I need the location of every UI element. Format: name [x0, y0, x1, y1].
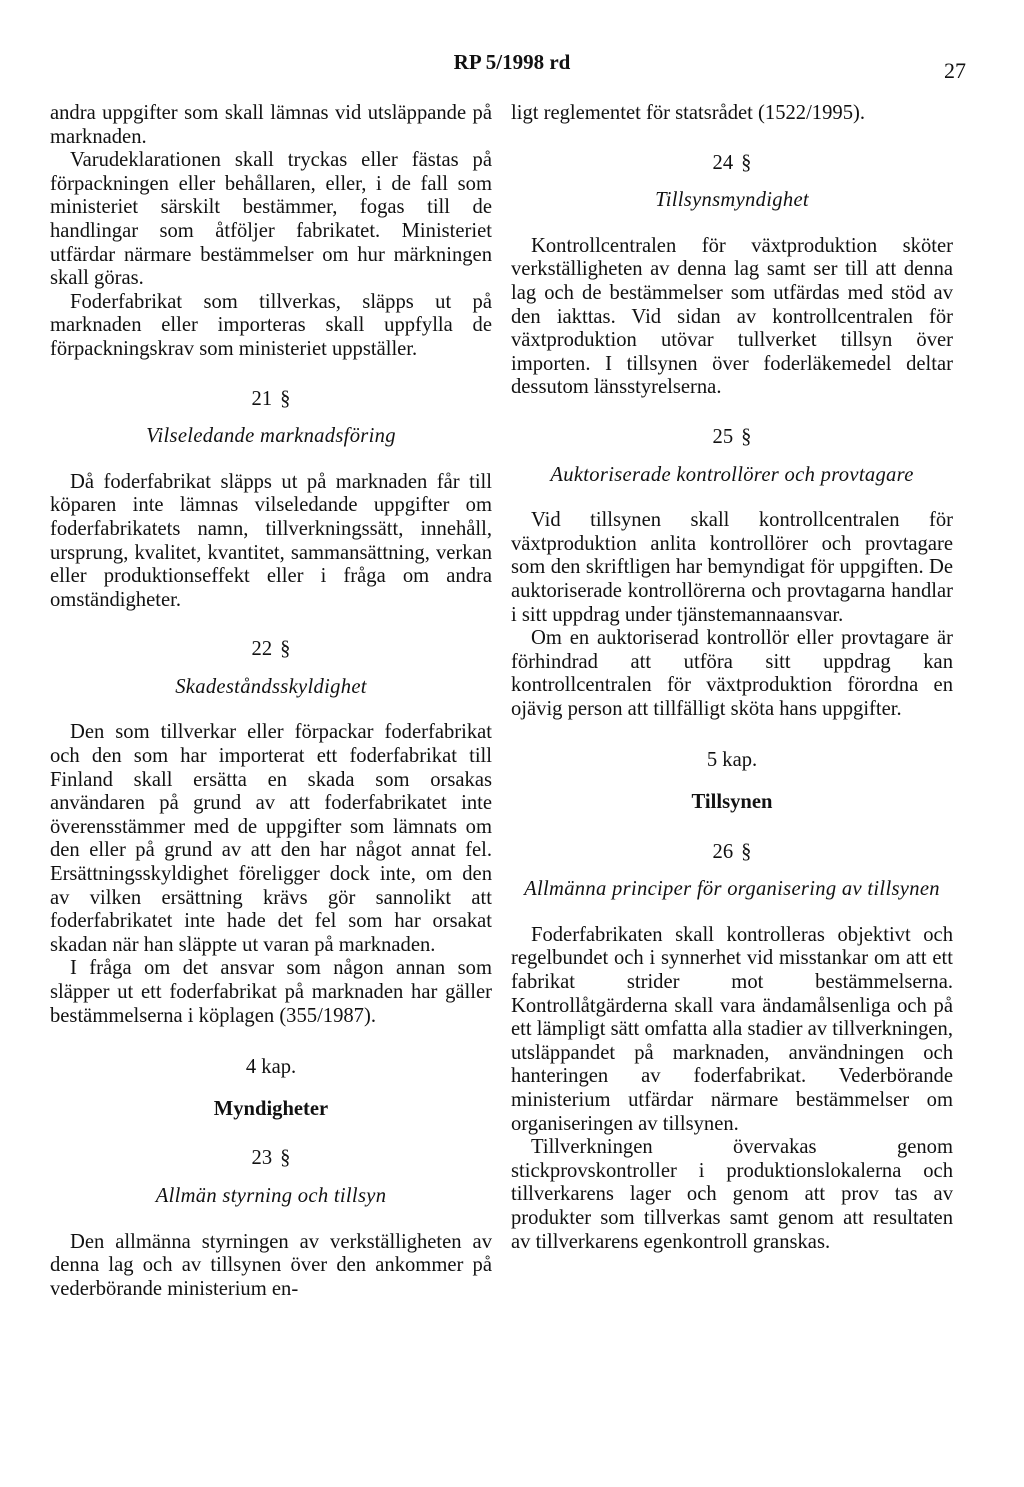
section-sign: § [741, 425, 752, 448]
section-heading-21: Vilseledande marknadsföring [146, 425, 396, 448]
section-heading-23: Allmän styrning och tillsyn [155, 1184, 387, 1207]
section-number-26 [511, 841, 953, 865]
section-number: 23 [251, 1147, 273, 1170]
paragraph: ligt reglementet för statsrådet (1522/1995). [511, 102, 865, 124]
section-sign: § [280, 387, 291, 410]
page-number: 27 [944, 58, 966, 83]
paragraph: Tillverkningen övervakas genom stickprovskontroller i produktionslokalerna och tillverkarens lager och genom att prov tas av produkter som tillverkas samt genom att resultaten av tillverkarens egenkontroll granskas. [511, 1136, 953, 1253]
section-heading-26: Allmänna principer för organisering av tillsynen [524, 878, 940, 901]
section-number-24 [511, 152, 953, 176]
chapter-title-5: Tillsynen [691, 791, 773, 814]
section-number: 25 [712, 425, 734, 448]
paragraph: Foderfabrikaten skall kontrolleras objektivt och regelbundet och i synnerhet vid misstankar om att ett fabrikat strider mot bestämmelserna. Kontrollåtgärderna skall vara ändamålsenliga och på ett lämpligt sätt omfatta alla stadier av tillverkningen, utsläppandet på marknaden, användningen och hanteringen av foderfabrikat. Vederbörande ministerium utfärdar närmare bestämmelser om organiseringen av tillsynen. [511, 923, 953, 1135]
paragraph: andra uppgifter som skall lämnas vid utsläppande på marknaden. [50, 102, 492, 148]
paragraph: Vid tillsynen skall kontrollcentralen för växtproduktion anlita kontrollörer och provtagare som den skriftligen har bemyndigat för uppgiften. De auktoriserade kontrollörerna och provtagarna handlar i sitt uppdrag under tjänstemannaansvar. [511, 509, 953, 626]
paragraph: Om en auktoriserad kontrollör eller provtagare är förhindrad att utföra sitt uppdrag kan kontrollcentralen för växtproduktion förordna en ojävig person att tillfälligt sköta hans uppgifter. [511, 627, 953, 720]
paragraph: Kontrollcentralen för växtproduktion sköter verkställigheten av denna lag samt ser till att denna lag och de bestämmelser som utfärdas med stöd av den iakttas. Vid sidan av kontrollcentralen för växtproduktion utövar tullverket tillsyn över importen. I tillsynen över foderläkemedel deltar dessutom länsstyrelserna. [511, 234, 953, 399]
section-sign: § [741, 151, 752, 174]
section-heading-24: Tillsynsmyndighet [655, 189, 809, 212]
paragraph: Den allmänna styrningen av verkställigheten av denna lag och av tillsynen över den ankommer på vederbörande ministerium en- [50, 1230, 492, 1300]
section-number-21 [50, 388, 492, 412]
section-number: 26 [712, 840, 734, 863]
section-number-23 [50, 1147, 492, 1171]
section-heading-25: Auktoriserade kontrollörer och provtagare [550, 463, 914, 486]
section-sign: § [741, 840, 752, 863]
section-number-25 [511, 426, 953, 450]
paragraph: Varudeklarationen skall tryckas eller fästas på förpackningen eller behållaren, eller, i de fall som ministeriet särskilt bestämmer, fogas till de handlingar som åtföljer fabrikatet. Ministeriet utfärdar närmare bestämmelser om hur märkningen skall göras. [50, 149, 492, 290]
section-heading-22: Skadeståndsskyldighet [175, 675, 367, 698]
section-number: 22 [251, 638, 273, 661]
section-sign: § [280, 1147, 291, 1170]
chapter-number-4: 4 kap. [245, 1056, 297, 1079]
paragraph: I fråga om det ansvar som någon annan som släpper ut ett foderfabrikat på marknaden har gäller bestämmelserna i köplagen (355/1987). [50, 957, 492, 1027]
paragraph: Då foderfabrikat släpps ut på marknaden får till köparen inte lämnas vilseledande uppgifter om foderfabrikatets namn, tillverkningssätt, innehåll, ursprung, kvalitet, kvantitet, sammansättning, verkan eller produktionseffekt eller i fråga om andra omständigheter. [50, 470, 492, 611]
section-number-22 [50, 638, 492, 662]
chapter-number-5: 5 kap. [706, 749, 758, 772]
chapter-title-4: Myndigheter [213, 1097, 329, 1120]
document-id: RP 5/1998 rd [453, 50, 571, 74]
paragraph: Den som tillverkar eller förpackar foderfabrikat och den som har importerat ett foderfabrikat till Finland skall ersätta en skada som orsakas användaren på grund av att foderfabrikatet inte överensstämmer med de uppgifter som lämnats om den eller på grund av att den har något annat fel. Ersättningsskyldighet föreligger dock inte, om den av vilken ersättning krävs gör sannolikt att foderfabrikatet inte hade det fel som har orsakat skadan när han släppte ut varan på marknaden. [50, 721, 492, 956]
left-column [50, 102, 492, 1301]
section-sign: § [280, 638, 291, 661]
section-number: 21 [251, 387, 273, 410]
right-column [511, 102, 953, 1254]
page-header [0, 50, 1024, 90]
paragraph: Foderfabrikat som tillverkas, släpps ut på marknaden eller importeras skall uppfylla de förpackningskrav som ministeriet uppställer. [50, 290, 492, 360]
section-number: 24 [712, 151, 734, 174]
